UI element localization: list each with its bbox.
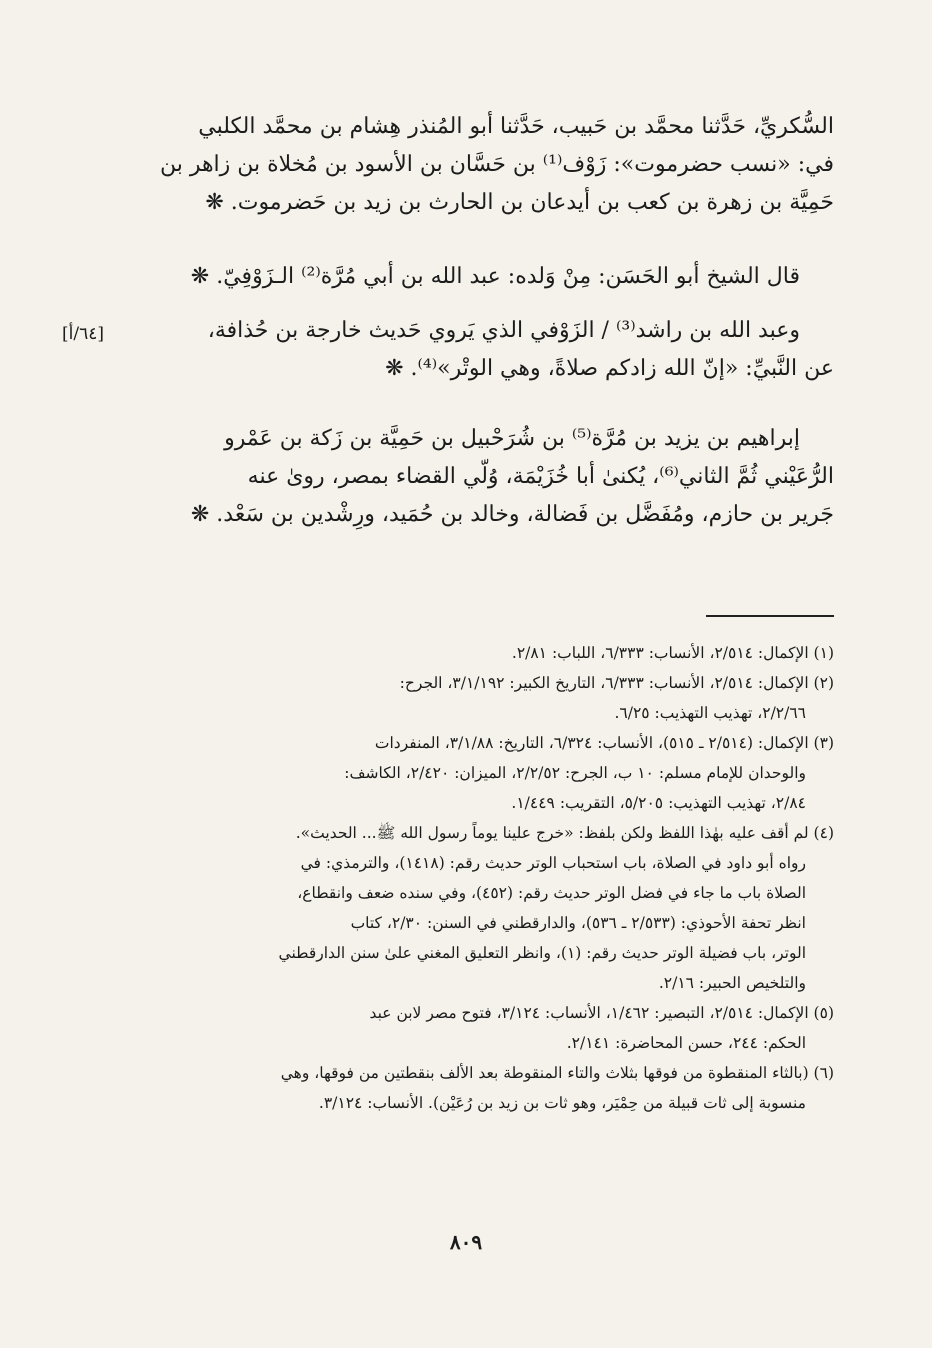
footnote-6 (140, 1058, 834, 1118)
text-line: جَرير بن حازم، ومُفَضَّل بن فَضالة، وخالد بن حُمَيد، ورِشْدين بن سَعْد. ❋ (190, 502, 834, 527)
footnote-line: والتلخيص الحبير: ٢/١٦. (658, 974, 806, 992)
footnote-line: (٦) (بالثاء المنقطوة من فوقها بثلاث والتاء المنقوطة بعد الألف بنقطتين من فوقها، وهي (280, 1064, 834, 1082)
text-line: إبراهيم بن يزيد بن مُرَّة⁽⁵⁾ بن شُرَحْبيل بن حَمِيَّة بن زَكة بن عَمْرو (224, 426, 800, 451)
text-line: السُّكريِّ، حَدَّثنا محمَّد بن حَبيب، حَدَّثنا أبو المُنذر هِشام بن محمَّد الكلبي (198, 114, 834, 139)
footnote-2 (140, 668, 834, 728)
footnote-line: الوتر، باب فضيلة الوتر حديث رقم: (١)، وانظر التعليق المغني علىٰ سنن الدارقطني (278, 944, 806, 962)
paragraph-4 (140, 420, 834, 534)
text-line: حَمِيَّة بن زهرة بن كعب بن أيدعان بن الحارث بن زيد بن حَضرموت. ❋ (205, 190, 834, 215)
footnote-4 (140, 818, 834, 998)
paragraph-2 (140, 258, 834, 296)
footnote-line: والوحدان للإمام مسلم: ١٠ ب، الجرح: ٢/٢/٥٢، الميزان: ٢/٤٢٠، الكاشف: (344, 764, 806, 782)
text-line: عن النَّبيِّ: «إنّ الله زادكم صلاةً، وهي الوتْر»⁽⁴⁾. ❋ (385, 356, 834, 381)
footnote-line: رواه أبو داود في الصلاة، باب استحباب الوتر حديث رقم: (١٤١٨)، والترمذي: في (300, 854, 806, 872)
footnote-separator (706, 615, 834, 617)
text-line: قال الشيخ أبو الحَسَن: مِنْ وَلده: عبد الله بن أبي مُرَّة⁽²⁾ الـزَوْفِيّ. ❋ (190, 264, 800, 289)
footnote-line: منسوبة إلى ثات قبيلة من حِمْيَر، وهو ثات بن زيد بن رُعَيْن). الأنساب: ٣/١٢٤. (318, 1094, 806, 1112)
footnote-1 (140, 638, 834, 668)
paragraph-3 (140, 312, 834, 388)
footnote-5 (140, 998, 834, 1058)
footnote-line: (٤) لم أقف عليه بهٰذا اللفظ ولكن بلفظ: «خرج علينا يوماً رسول الله ﷺ... الحديث». (295, 824, 834, 842)
footnote-line: انظر تحفة الأحوذي: (٢/٥٣٣ ـ ٥٣٦)، والدارقطني في السنن: ٢/٣٠، كتاب (350, 914, 806, 932)
footnote-3 (140, 728, 834, 818)
text-line: الرُّعَيْني ثُمَّ الثاني⁽⁶⁾، يُكنىٰ أبا خُزَيْمَة، وُلّي القضاء بمصر، روىٰ عنه (247, 464, 834, 489)
footnote-line: (٣) الإكمال: (٢/٥١٤ ـ ٥١٥)، الأنساب: ٦/٣٢٤، التاريخ: ٣/١/٨٨، المنفردات (374, 734, 834, 752)
footnote-line: (٢) الإكمال: ٢/٥١٤، الأنساب: ٦/٣٣٣، التاريخ الكبير: ٣/١/١٩٢، الجرح: (399, 674, 834, 692)
footnote-line: الصلاة باب ما جاء في فضل الوتر حديث رقم: (٤٥٢)، وفي سنده ضعف وانقطاع، (297, 884, 806, 902)
text-line: وعبد الله بن راشد⁽³⁾ / الزَوْفي الذي يَروي حَديث خارجة بن حُذافة، (207, 318, 800, 343)
manuscript-folio-ref: [٦٤/أ] (62, 324, 104, 344)
footnote-line: (٥) الإكمال: ٢/٥١٤، التبصير: ١/٤٦٢، الأنساب: ٣/١٢٤، فتوح مصر لابن عبد (369, 1004, 834, 1022)
footnotes (140, 638, 834, 1118)
footnote-line: ٢/٢/٦٦، تهذيب التهذيب: ٦/٢٥. (614, 704, 806, 722)
footnote-line: (١) الإكمال: ٢/٥١٤، الأنساب: ٦/٣٣٣، اللباب: ٢/٨١. (511, 644, 834, 662)
page-number: ٨٠٩ (449, 1230, 483, 1254)
text-line: في: «نسب حضرموت»: زَوْف⁽¹⁾ بن حَسَّان بن الأسود بن مُخلاة بن زاهر بن (159, 152, 834, 177)
paragraph-1 (140, 108, 834, 222)
footnote-line: الحكم: ٢٤٤، حسن المحاضرة: ٢/١٤١. (566, 1034, 806, 1052)
footnote-line: ٢/٨٤، تهذيب التهذيب: ٥/٢٠٥، التقريب: ١/٤٤٩. (511, 794, 806, 812)
